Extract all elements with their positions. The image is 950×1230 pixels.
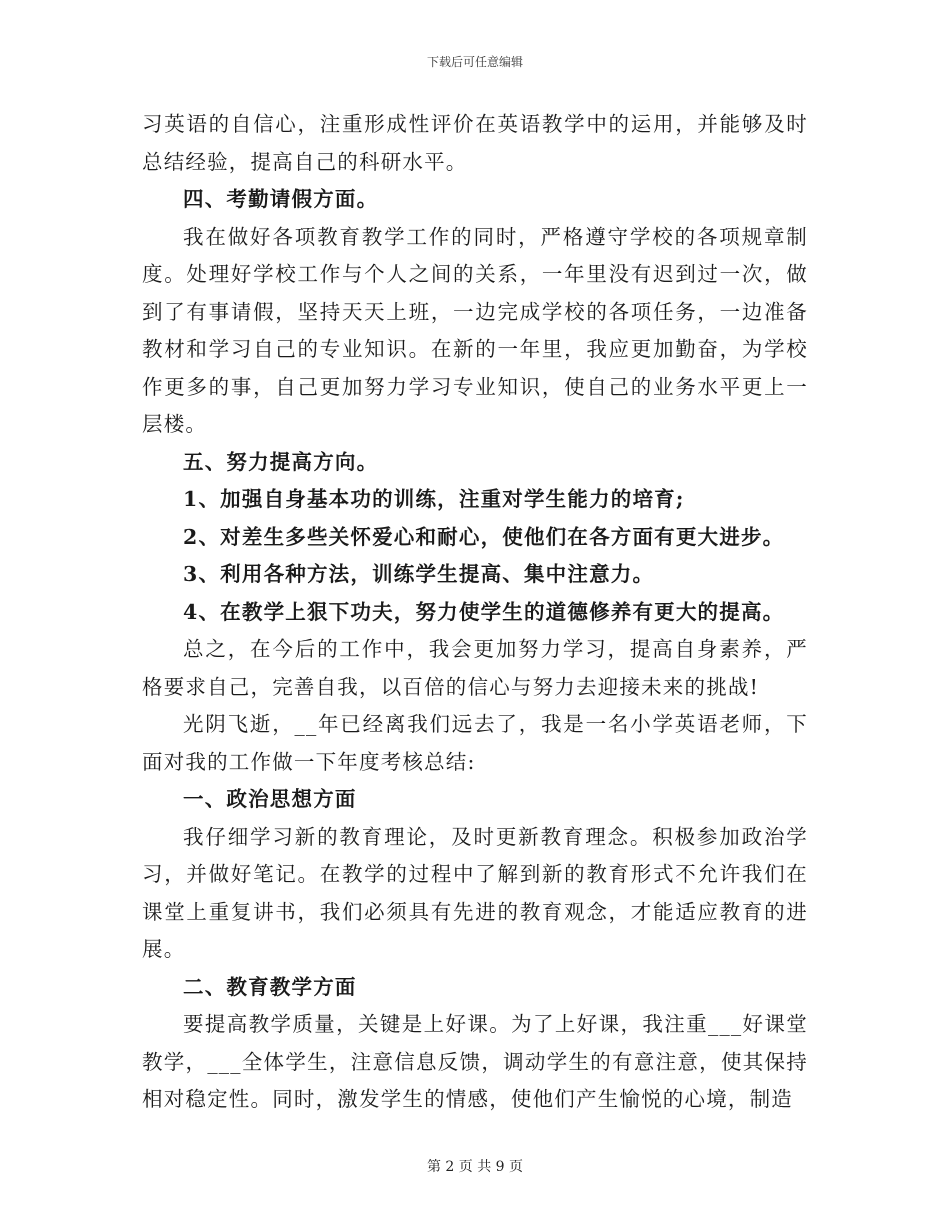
section-heading-improvement: 五、努力提高方向。 xyxy=(183,449,379,474)
paragraph-attendance: 我在做好各项教育教学工作的同时，严格遵守学校的各项规章制度。处理好学校工作与个人之间的关系，一年里没有迟到过一次，做到了有事请假，坚持天天上班，一边完成学校的各项任务，一边准备教材和学习自己的专业知识。在新的一年里，我应更加勤奋，为学校作更多的事，自己更加努力学习专业知识，使自己的业务水平更上一层楼。 xyxy=(142,224,808,436)
section-heading-political: 一、政治思想方面 xyxy=(183,787,357,811)
improvement-item: 2、对差生多些关怀爱心和耐心，使他们在各方面有更大进步。 xyxy=(183,524,785,549)
page-header-note: 下载后可任意编辑 xyxy=(426,55,523,69)
paragraph-political: 我仔细学习新的教育理论，及时更新教育理念。积极参加政治学习，并做好笔记。在教学的过程中了解到新的教育形式不允许我们在课堂上重复讲书，我们必须具有先进的教育观念，才能适应教育的进展。 xyxy=(142,824,808,961)
improvement-item: 1、加强自身基本功的训练，注重对学生能力的培育; xyxy=(183,487,685,511)
section-heading-attendance: 四、考勤请假方面。 xyxy=(183,187,379,211)
page-number: 第 2 页 共 9 页 xyxy=(426,1159,524,1175)
improvement-item: 4、在教学上狠下功夫，努力使学生的道德修养有更大的提高。 xyxy=(183,599,785,624)
document-body xyxy=(142,106,808,1119)
section-heading-teaching: 二、教育教学方面 xyxy=(183,974,357,999)
paragraph-conclusion: 总之，在今后的工作中，我会更加努力学习，提高自身素养，严格要求自己，完善自我，以百倍的信心与努力去迎接未来的挑战! xyxy=(142,637,808,699)
paragraph-teaching: 要提高教学质量，关键是上好课。为了上好课，我注重___好课堂教学，___全体学生，注意信息反馈，调动学生的有意注意，使其保持相对稳定性。同时，激发学生的情感，使他们产生愉悦的心境，制造 xyxy=(142,1012,808,1111)
improvement-item: 3、利用各种方法，训练学生提高、集中注意力。 xyxy=(183,562,655,586)
paragraph-continuation: 习英语的自信心，注重形成性评价在英语教学中的运用，并能够及时总结经验，提高自己的科研水平。 xyxy=(142,112,808,174)
paragraph-intro: 光阴飞逝，__年已经离我们远去了，我是一名小学英语老师，下面对我的工作做一下年度考核总结: xyxy=(142,712,808,774)
